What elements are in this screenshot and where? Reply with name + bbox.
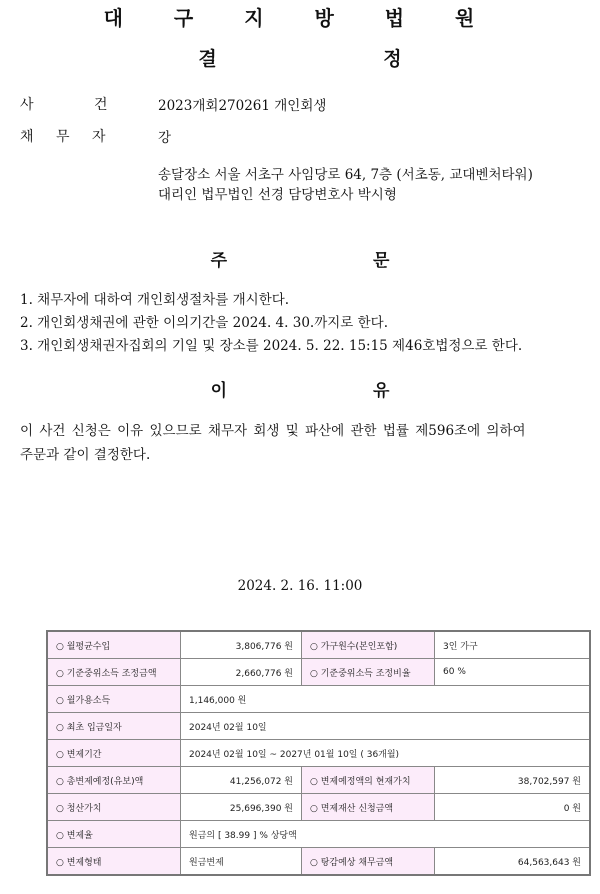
reason-text: 주문과 같이 결정한다. <box>20 447 151 463</box>
table-row <box>47 740 590 767</box>
label-cell: ○ 월가용소득 <box>47 686 181 713</box>
value-cell: 41,256,072 원 <box>181 767 302 794</box>
table-row <box>47 794 590 821</box>
table-row <box>47 659 590 686</box>
value-cell: 64,563,643 원 <box>435 848 591 876</box>
table-row <box>47 686 590 713</box>
label-cell: ○ 청산가치 <box>47 794 181 821</box>
value-cell: 3인 가구 <box>435 631 591 659</box>
order-item: 3. 개인회생채권자집회의 기일 및 장소를 2024. 5. 22. 15:15 제46호법정으로 한다. <box>20 338 523 354</box>
debtor-label: 채 무 자 <box>20 129 115 145</box>
order-item: 1. 채무자에 대하여 개인회생절차를 개시한다. <box>20 292 290 308</box>
label-cell: ○ 기준중위소득 조정비율 <box>302 659 435 686</box>
case-label: 사 건 <box>20 97 136 113</box>
label-cell: ○ 총변제예정(유보)액 <box>47 767 181 794</box>
document-type: 결 정 <box>198 48 482 70</box>
decision-date: 2024. 2. 16. 11:00 <box>237 578 363 594</box>
table-row <box>47 848 590 876</box>
case-value: 2023개회270261 개인회생 <box>158 98 327 114</box>
value-cell: 60 % <box>435 659 591 686</box>
legal-agent: 대리인 법무법인 선경 담당변호사 박시형 <box>158 187 397 203</box>
reason-heading: 이 유 <box>210 381 460 401</box>
repayment-summary-table <box>46 630 591 876</box>
value-cell: 2024년 02월 10일 ~ 2027년 01월 10일 ( 36개월) <box>181 740 591 767</box>
table-row <box>47 713 590 740</box>
value-cell: 3,806,776 원 <box>181 631 302 659</box>
debtor-value: 강 <box>158 130 172 146</box>
label-cell: ○ 변제형태 <box>47 848 181 876</box>
value-cell: 2024년 02월 10일 <box>181 713 591 740</box>
value-cell: 25,696,390 원 <box>181 794 302 821</box>
label-cell: ○ 탕감예상 채무금액 <box>302 848 435 876</box>
value-cell: 38,702,597 원 <box>435 767 591 794</box>
table-row <box>47 821 590 848</box>
value-cell: 원금변제 <box>181 848 302 876</box>
label-cell: ○ 가구원수(본인포함) <box>302 631 435 659</box>
label-cell: ○ 변제예정액의 현재가치 <box>302 767 435 794</box>
label-cell: ○ 기준중위소득 조정금액 <box>47 659 181 686</box>
table-row <box>47 631 590 659</box>
value-cell: 1,146,000 원 <box>181 686 591 713</box>
table-row <box>47 767 590 794</box>
order-heading: 주 문 <box>210 251 460 271</box>
label-cell: ○ 변제율 <box>47 821 181 848</box>
label-cell: ○ 월평균수입 <box>47 631 181 659</box>
value-cell: 0 원 <box>435 794 591 821</box>
order-item: 2. 개인회생채권에 관한 이의기간을 2024. 4. 30.까지로 한다. <box>20 315 388 331</box>
label-cell: ○ 면제재산 신청금액 <box>302 794 435 821</box>
court-name: 대 구 지 방 법 원 <box>103 6 497 30</box>
service-address: 송달장소 서울 서초구 사임당로 64, 7층 (서초동, 교대벤처타워) <box>158 167 533 183</box>
value-cell: 2,660,776 원 <box>181 659 302 686</box>
label-cell: ○ 최초 입금일자 <box>47 713 181 740</box>
label-cell: ○ 변제기간 <box>47 740 181 767</box>
reason-text: 이 사건 신청은 이유 있으므로 채무자 회생 및 파산에 관한 법률 제596조에 의하여 <box>20 423 526 439</box>
value-cell: 원금의 [ 38.99 ] % 상당액 <box>181 821 591 848</box>
